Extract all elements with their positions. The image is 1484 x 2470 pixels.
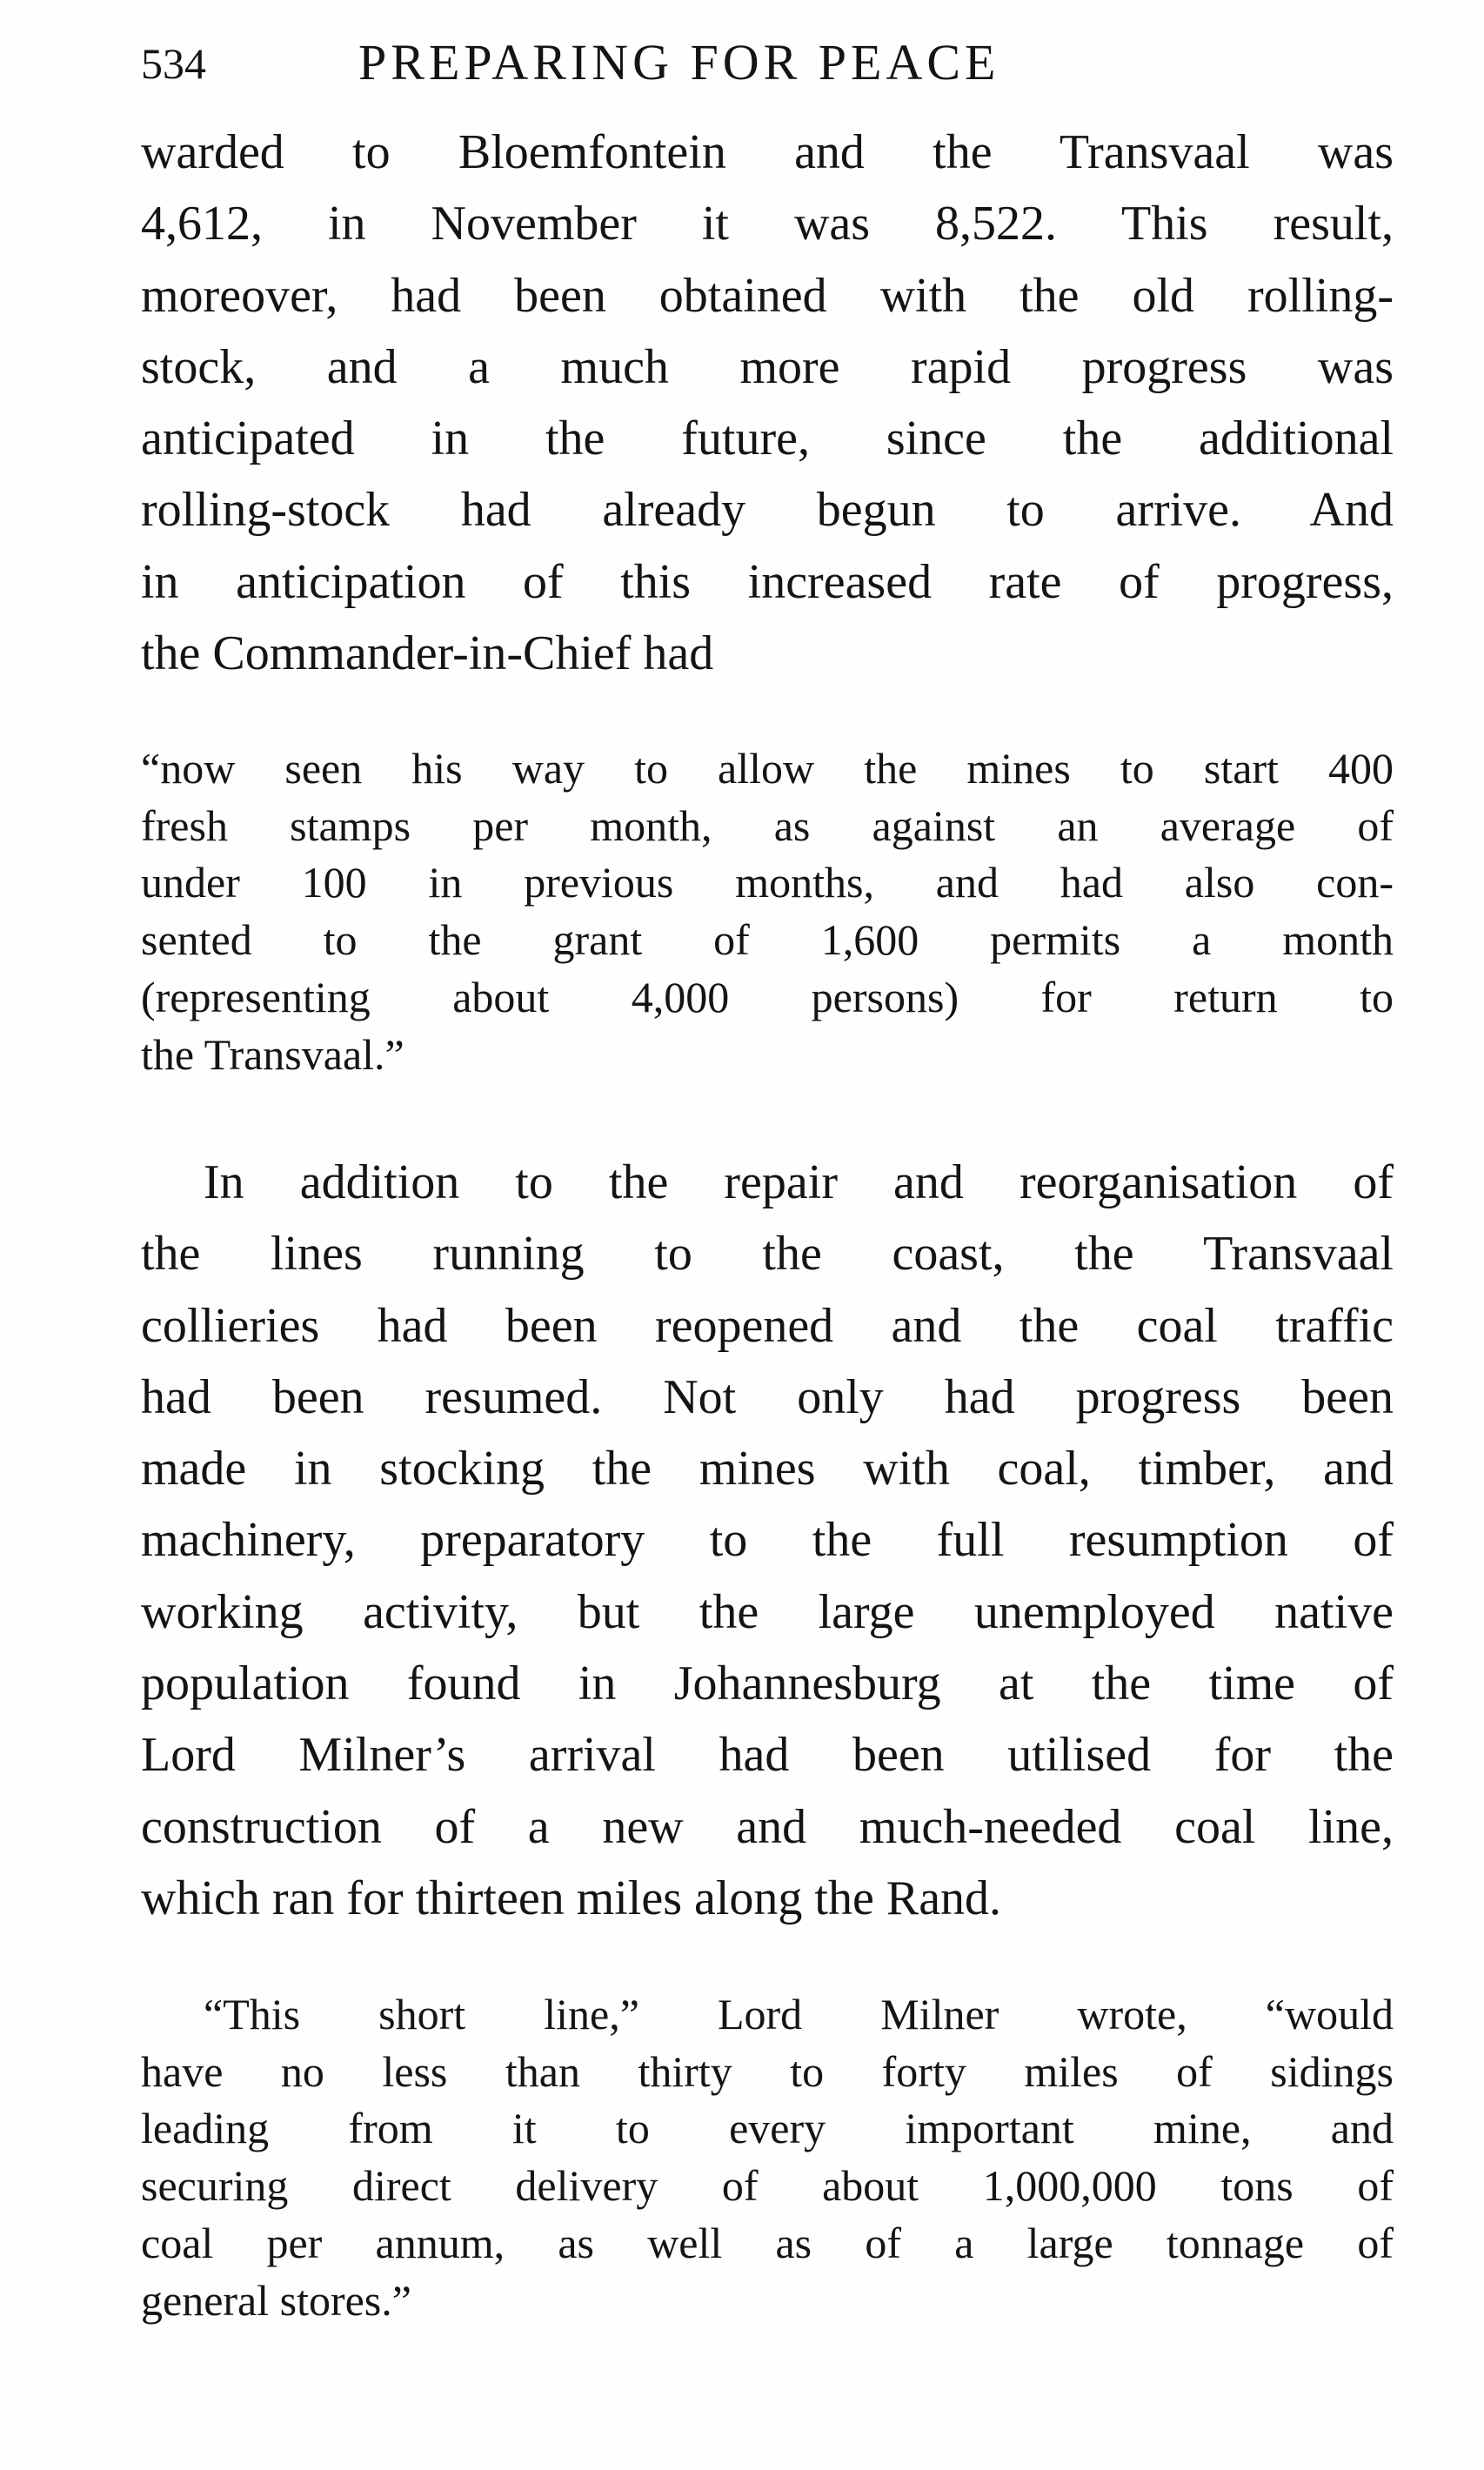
text-line: had been resumed. Not only had progress been (141, 1369, 1394, 1424)
paragraph-1 (141, 117, 1394, 689)
text-line: In addition to the repair and reorganisation of (204, 1155, 1394, 1209)
text-line: general stores.” (141, 2275, 411, 2325)
text-line: the Commander-in-Chief had (141, 626, 714, 681)
text-line: the lines running to the coast, the Transvaal (141, 1227, 1394, 1282)
text-line: in anticipation of this increased rate of progress, (141, 554, 1394, 609)
text-line: working activity, but the large unemployed native (141, 1584, 1394, 1639)
text-line: anticipated in the future, since the additional (141, 412, 1394, 466)
text-line: machinery, preparatory to the full resumption of (141, 1513, 1394, 1568)
running-title: PREPARING FOR PEACE (358, 34, 1000, 90)
text-line: 4,612, in November it was 8,522. This result, (141, 197, 1394, 251)
text-line: coal per annum, as well as of a large tonnage of (141, 2218, 1394, 2267)
text-line: rolling-stock had already begun to arrive. And (141, 483, 1394, 538)
text-line: under 100 in previous months, and had also con- (141, 858, 1394, 907)
text-line: “This short line,” Lord Milner wrote, “would (204, 1990, 1394, 2038)
text-line: construction of a new and much-needed coal line, (141, 1799, 1394, 1854)
page-number: 534 (141, 39, 206, 88)
text-line: population found in Johannesburg at the time of (141, 1657, 1394, 1711)
paragraph-2 (141, 1147, 1394, 1934)
text-line: leading from it to every important mine, and (141, 2104, 1394, 2153)
text-line: fresh stamps per month, as against an average of (141, 800, 1394, 850)
text-line: collieries had been reopened and the coal traffic (141, 1298, 1394, 1353)
text-line: which ran for thirteen miles along the Rand. (141, 1871, 1002, 1925)
text-line: (representing about 4,000 persons) for return to (141, 972, 1394, 1021)
text-line: sented to the grant of 1,600 permits a month (141, 915, 1394, 965)
text-line: have no less than thirty to forty miles of sidings (141, 2046, 1394, 2096)
text-line: stock, and a much more rapid progress was (141, 339, 1394, 394)
text-line: warded to Bloemfontein and the Transvaal was (141, 125, 1394, 179)
text-line: securing direct delivery of about 1,000,000 tons of (141, 2161, 1394, 2211)
quotation-2 (141, 1986, 1394, 2329)
text-line: Lord Milner’s arrival had been utilised for the (141, 1728, 1394, 1783)
text-line: the Transvaal.” (141, 1029, 404, 1079)
page-header (141, 33, 1185, 94)
quotation-1 (141, 740, 1394, 1083)
text-line: moreover, had been obtained with the old rolling- (141, 268, 1394, 323)
text-line: made in stocking the mines with coal, timber, and (141, 1442, 1394, 1496)
text-line: “now seen his way to allow the mines to start 400 (141, 744, 1394, 793)
